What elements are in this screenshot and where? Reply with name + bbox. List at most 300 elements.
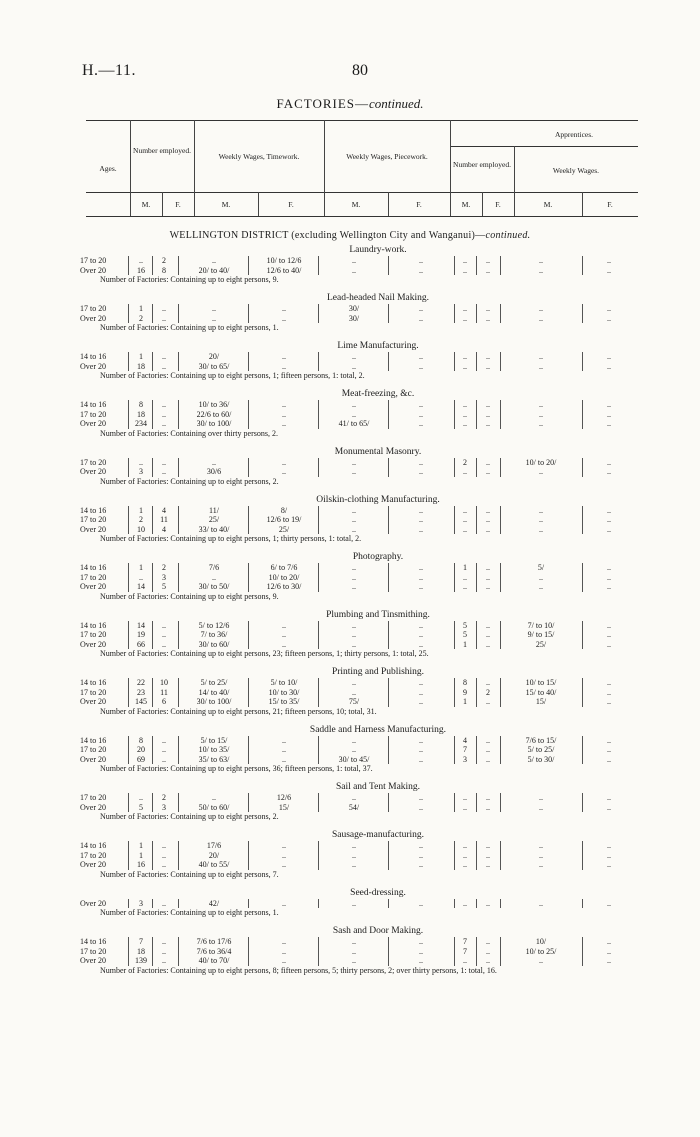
table-cell: .. <box>607 361 611 371</box>
table-cell: .. <box>419 265 423 275</box>
table-cell: 2 <box>486 687 490 697</box>
table-cell: 12/6 to 19/ <box>266 515 302 524</box>
industry-title: Monumental Masonry. <box>334 446 422 457</box>
table-cell: 2 <box>162 256 166 265</box>
table-cell: .. <box>539 409 543 419</box>
table-cell: .. <box>463 582 467 591</box>
table-cell: .. <box>486 352 490 361</box>
table-cell: 9 <box>463 687 467 697</box>
factory-count-note: Number of Factories: Containing up to eight persons, 36; fifteen persons, 1: total, 37. <box>100 764 373 773</box>
table-cell: .. <box>607 467 611 476</box>
factory-count-note: Number of Factories: Containing up to eight persons, 9. <box>100 591 279 601</box>
factory-count-note: Number of Factories: Containing up to eight persons, 1. <box>100 323 279 332</box>
table-cell: 1 <box>463 697 467 706</box>
table-cell: .. <box>486 265 490 275</box>
table-row <box>78 563 638 573</box>
table-cell: 8 <box>162 265 166 275</box>
industry-title: Sausage-manufacturing. <box>331 830 425 840</box>
industry-title: Laundry-work. <box>349 245 407 255</box>
table-cell: 5/ to 25/ <box>527 745 555 754</box>
table-cell: 7/6 <box>208 563 220 572</box>
table-cell: 17 to 20 <box>80 409 107 419</box>
table-cell: 3 <box>139 467 143 476</box>
table-cell: .. <box>539 524 543 534</box>
table-row <box>78 582 638 592</box>
district-heading: WELLINGTON DISTRICT (excluding Wellington City and Wanganui)—continued. <box>169 230 531 241</box>
table-cell: 14 to 16 <box>80 352 107 361</box>
table-cell: .. <box>463 515 467 524</box>
table-cell: 22/6 to 60/ <box>196 409 232 419</box>
table-cell: 10 <box>137 524 145 534</box>
table-cell: .. <box>607 515 611 524</box>
page-number: 80 <box>352 62 368 79</box>
table-cell: .. <box>539 841 543 850</box>
table-cell: 17 to 20 <box>80 745 107 754</box>
table-cell: .. <box>486 409 490 419</box>
page-code: H.—11. <box>82 62 136 79</box>
column-headers: Ages. Number employed. Weekly Wages, Timework. Weekly Wages, Piecework. Apprentices. Number employed. Weekly Wages. M. F. M. F. M. F. M. F. M. F. <box>86 120 638 220</box>
table-cell: 4 <box>463 735 467 745</box>
table-cell: .. <box>282 639 286 649</box>
industry-title: Printing and Publishing. <box>331 667 425 677</box>
table-cell: .. <box>607 687 611 697</box>
table-cell: 2 <box>139 313 143 323</box>
table-cell: 11 <box>160 687 168 697</box>
table-row <box>78 860 638 870</box>
table-cell: .. <box>539 793 543 802</box>
table-cell: .. <box>282 630 286 639</box>
table-cell: .. <box>463 467 467 476</box>
table-cell: .. <box>352 352 356 361</box>
table-cell: .. <box>419 352 423 361</box>
table-cell: .. <box>486 419 490 428</box>
table-cell: .. <box>607 937 611 946</box>
table-cell: 3 <box>162 802 166 812</box>
table-cell: 41/ to 65/ <box>338 419 370 428</box>
table-cell: .. <box>463 841 467 850</box>
table-cell: .. <box>486 515 490 524</box>
table-cell: 2 <box>162 793 166 802</box>
table-cell: .. <box>282 745 286 754</box>
table-cell: .. <box>162 304 166 313</box>
table-cell: 3 <box>162 572 166 582</box>
table-cell: .. <box>607 850 611 860</box>
table-cell: 3 <box>139 898 143 908</box>
table-cell: 7/6 to 15/ <box>525 735 557 745</box>
table-cell: .. <box>352 860 356 869</box>
industry-block <box>78 494 638 545</box>
table-cell: .. <box>419 457 423 467</box>
table-cell: .. <box>162 639 166 649</box>
table-cell: 23 <box>137 687 145 697</box>
table-cell: .. <box>607 946 611 956</box>
table-cell: 18 <box>137 361 145 371</box>
table-cell: .. <box>162 850 166 860</box>
table-cell: 14 to 16 <box>80 678 107 687</box>
industry-block <box>78 292 638 333</box>
table-cell: .. <box>352 735 356 745</box>
table-cell: .. <box>282 457 286 467</box>
table-cell: 5 <box>139 802 143 812</box>
table-cell: .. <box>419 937 423 946</box>
table-cell: 7 <box>463 745 467 754</box>
table-cell: .. <box>607 697 611 706</box>
table-cell: .. <box>607 505 611 515</box>
table-cell: Over 20 <box>80 898 106 908</box>
table-cell: 10/ to 20/ <box>525 457 557 467</box>
table-cell: Over 20 <box>80 467 106 476</box>
table-cell: 10/ to 20/ <box>268 572 300 582</box>
table-cell: 10/ to 12/6 <box>266 256 302 265</box>
table-row <box>78 851 638 861</box>
table-cell: 40/ to 70/ <box>198 956 230 965</box>
table-cell: .. <box>212 793 216 802</box>
table-cell: .. <box>162 946 166 956</box>
table-cell: .. <box>419 898 423 908</box>
table-cell: .. <box>463 524 467 534</box>
table-row <box>78 678 638 688</box>
table-cell: .. <box>282 352 286 361</box>
table-cell: .. <box>539 400 543 409</box>
table-cell: 7 <box>463 937 467 946</box>
table-row <box>78 515 638 525</box>
table-cell: .. <box>539 802 543 812</box>
industry-title: Lime Manufacturing. <box>337 341 419 351</box>
table-cell: .. <box>486 937 490 946</box>
industry-block <box>78 925 638 976</box>
table-cell: 5/ <box>537 563 545 572</box>
table-cell: .. <box>162 467 166 476</box>
factory-count-note: Number of Factories: Containing up to eight persons, 21; fifteen persons, 10; total, 31. <box>100 706 377 716</box>
table-cell: 7 <box>463 946 467 956</box>
table-row <box>78 410 638 420</box>
table-cell: .. <box>419 505 423 515</box>
table-cell: .. <box>463 956 467 965</box>
industry-blocks <box>78 244 638 983</box>
table-cell: 7/ to 10/ <box>527 620 555 630</box>
table-cell: .. <box>419 256 423 265</box>
table-cell: .. <box>282 400 286 409</box>
table-cell: .. <box>212 304 216 313</box>
table-cell: .. <box>607 313 611 323</box>
table-cell: 11 <box>160 515 168 524</box>
table-cell: .. <box>463 400 467 409</box>
table-cell: 15/ to 35/ <box>268 697 300 706</box>
table-cell: .. <box>352 505 356 515</box>
table-cell: .. <box>463 256 467 265</box>
table-cell: .. <box>162 400 166 409</box>
table-cell: .. <box>539 860 543 869</box>
table-cell: 2 <box>162 563 166 572</box>
table-row <box>78 803 638 813</box>
table-row <box>78 256 638 266</box>
table-cell: .. <box>486 400 490 409</box>
col-app-weekly: Weekly Wages. <box>552 166 600 175</box>
table-cell: 1 <box>139 841 143 850</box>
section-title: FACTORIES—continued. <box>276 96 424 111</box>
table-cell: 9/ to 15/ <box>527 630 555 639</box>
table-cell: .. <box>352 841 356 850</box>
table-cell: .. <box>486 582 490 591</box>
table-cell: .. <box>486 802 490 812</box>
industry-title: Plumbing and Tinsmithing. <box>326 609 430 620</box>
table-cell: .. <box>162 630 166 639</box>
table-cell: .. <box>539 898 543 908</box>
industry-block <box>78 724 638 775</box>
table-cell: .. <box>486 304 490 313</box>
factory-count-note: Number of Factories: Containing up to eight persons, 7. <box>100 869 279 879</box>
table-cell: .. <box>539 467 543 476</box>
table-cell: .. <box>607 457 611 467</box>
table-cell: .. <box>486 361 490 371</box>
table-cell: .. <box>607 582 611 591</box>
table-cell: .. <box>486 563 490 572</box>
table-cell: 7/6 to 36/4 <box>196 946 232 956</box>
table-row <box>78 304 638 314</box>
table-cell: .. <box>419 735 423 745</box>
industry-title: Meat-freezing, &c. <box>341 389 415 399</box>
table-cell: .. <box>162 898 166 908</box>
table-cell: .. <box>463 313 467 323</box>
table-cell: .. <box>486 572 490 582</box>
table-cell: .. <box>486 678 490 687</box>
table-cell: .. <box>282 956 286 965</box>
table-cell: .. <box>352 630 356 639</box>
table-cell: 14 <box>137 620 145 630</box>
table-cell: .. <box>419 630 423 639</box>
table-cell: Over 20 <box>80 697 106 706</box>
table-cell: .. <box>282 735 286 745</box>
industry-block <box>78 388 638 439</box>
table-cell: .. <box>607 860 611 869</box>
col-weekly-timework: Weekly Wages, Timework. <box>218 152 300 161</box>
table-row <box>78 640 638 650</box>
col-weekly-piecework: Weekly Wages, Piecework. <box>346 152 428 161</box>
table-cell: 7 <box>139 937 143 946</box>
table-cell: 30/ to 100/ <box>196 697 232 706</box>
table-cell: .. <box>463 304 467 313</box>
table-cell: .. <box>352 563 356 572</box>
table-row <box>78 314 638 324</box>
industry-title: Oilskin-clothing Manufacturing. <box>316 494 440 505</box>
table-cell: .. <box>607 678 611 687</box>
table-cell: .. <box>419 802 423 812</box>
table-cell: 14 to 16 <box>80 620 107 630</box>
table-cell: 33/ to 40/ <box>198 524 230 534</box>
table-cell: 1 <box>139 563 143 572</box>
table-cell: 17 to 20 <box>80 572 107 582</box>
table-cell: Over 20 <box>80 639 106 649</box>
table-cell: .. <box>139 793 143 802</box>
table-cell: 145 <box>135 697 147 706</box>
table-cell: 17 to 20 <box>80 304 107 313</box>
table-cell: .. <box>352 946 356 956</box>
table-cell: 75/ <box>348 697 360 706</box>
table-cell: 14 to 16 <box>80 735 107 745</box>
table-row <box>78 899 638 909</box>
table-cell: 5/ to 25/ <box>200 678 228 687</box>
table-cell: .. <box>162 754 166 764</box>
table-cell: .. <box>486 313 490 323</box>
table-cell: .. <box>539 850 543 860</box>
table-cell: .. <box>282 946 286 956</box>
table-cell: .. <box>539 256 543 265</box>
table-cell: 8/ <box>280 505 288 515</box>
table-cell: .. <box>419 620 423 630</box>
table-cell: 4 <box>162 524 166 534</box>
table-cell: .. <box>419 467 423 476</box>
table-cell: .. <box>162 457 166 467</box>
table-cell: 6/ to 7/6 <box>270 563 298 572</box>
table-cell: Over 20 <box>80 361 106 371</box>
table-row <box>78 630 638 640</box>
page-header <box>0 0 700 120</box>
table-cell: 18 <box>137 409 145 419</box>
industry-block <box>78 609 638 660</box>
table-cell: .. <box>352 687 356 697</box>
table-cell: .. <box>419 946 423 956</box>
table-cell: 30/ to 100/ <box>196 419 232 428</box>
table-cell: 10/ to 35/ <box>198 745 230 754</box>
table-cell: .. <box>607 409 611 419</box>
col-number-employed: Number employed. <box>133 146 191 155</box>
industry-block <box>78 666 638 717</box>
table-cell: .. <box>352 678 356 687</box>
table-cell: 5/ to 30/ <box>527 754 555 764</box>
table-cell: .. <box>463 898 467 908</box>
table-cell: .. <box>607 639 611 649</box>
factory-count-note: Number of Factories: Containing up to eight persons, 1; fifteen persons, 1: total, 2. <box>100 371 365 380</box>
table-cell: 234 <box>135 419 147 428</box>
table-cell: 16 <box>137 265 145 275</box>
table-cell: 30/ to 50/ <box>198 582 230 591</box>
table-row <box>78 458 638 468</box>
table-cell: Over 20 <box>80 265 106 275</box>
table-cell: .. <box>352 524 356 534</box>
table-cell: 14 to 16 <box>80 400 107 409</box>
table-cell: .. <box>539 419 543 428</box>
table-row <box>78 697 638 707</box>
table-cell: .. <box>282 409 286 419</box>
table-cell: 30/ to 45/ <box>338 754 370 764</box>
table-cell: .. <box>419 515 423 524</box>
table-cell: Over 20 <box>80 956 106 965</box>
table-cell: .. <box>486 467 490 476</box>
table-cell: 1 <box>139 304 143 313</box>
table-cell: .. <box>419 745 423 754</box>
table-cell: .. <box>419 572 423 582</box>
table-cell: Over 20 <box>80 860 106 869</box>
table-cell: 5/ to 15/ <box>200 735 228 745</box>
table-cell: .. <box>463 361 467 371</box>
table-cell: .. <box>539 505 543 515</box>
table-cell: 19 <box>137 630 145 639</box>
table-cell: .. <box>607 352 611 361</box>
table-cell: .. <box>352 265 356 275</box>
table-cell: .. <box>463 505 467 515</box>
table-cell: .. <box>419 754 423 764</box>
factory-count-note: Number of Factories: Containing up to eight persons, 1. <box>100 908 279 917</box>
table-cell: 7/ to 36/ <box>200 630 228 639</box>
table-cell: .. <box>212 313 216 323</box>
table-cell: .. <box>162 860 166 869</box>
table-cell: .. <box>486 754 490 764</box>
table-cell: .. <box>607 524 611 534</box>
industry-block <box>78 551 638 602</box>
table-cell: 35/ to 63/ <box>198 754 230 764</box>
table-cell: 54/ <box>348 802 360 812</box>
table-cell: .. <box>463 793 467 802</box>
table-cell: .. <box>162 937 166 946</box>
factory-count-note: Number of Factories: Containing up to eight persons, 1; thirty persons, 1: total, 2. <box>100 534 362 543</box>
table-cell: Over 20 <box>80 524 106 534</box>
table-cell: 1 <box>463 563 467 572</box>
factory-count-note: Number of Factories: Containing up to eight persons, 23; fifteen persons, 1; thirty persons, 1: total, 25. <box>100 649 429 658</box>
table-cell: 20/ to 40/ <box>198 265 230 275</box>
industry-block <box>78 781 638 822</box>
table-row <box>78 362 638 372</box>
table-cell: .. <box>539 572 543 582</box>
industry-title: Seed-dressing. <box>350 887 406 898</box>
table-cell: 4 <box>162 505 166 515</box>
factory-count-note: Number of Factories: Containing up to eight persons, 2. <box>100 476 279 486</box>
table-cell: 17 to 20 <box>80 793 107 802</box>
table-cell: .. <box>419 639 423 649</box>
table-cell: .. <box>162 620 166 630</box>
table-cell: .. <box>486 256 490 265</box>
table-cell: .. <box>539 361 543 371</box>
col-app-number: Number employed. <box>453 160 511 169</box>
industry-title: Sash and Door Making. <box>332 926 424 936</box>
table-cell: Over 20 <box>80 313 106 323</box>
table-cell: .. <box>282 860 286 869</box>
table-cell: 14 <box>137 582 145 591</box>
table-cell: .. <box>486 457 490 467</box>
table-cell: 69 <box>137 754 145 764</box>
table-cell: 139 <box>135 956 147 965</box>
table-cell: .. <box>419 582 423 591</box>
table-cell: .. <box>463 265 467 275</box>
industry-title: Sail and Tent Making. <box>335 782 421 792</box>
factory-count-note: Number of Factories: Containing up to eight persons, 8; fifteen persons, 5; thirty persons, 2; over thirty persons, 1: total, 16. <box>100 965 497 975</box>
table-cell: Over 20 <box>80 582 106 591</box>
table-cell: .. <box>607 735 611 745</box>
table-cell: .. <box>607 620 611 630</box>
table-cell: .. <box>419 850 423 860</box>
table-cell: 40/ to 55/ <box>198 860 230 869</box>
industry-title: Lead-headed Nail Making. <box>326 293 430 303</box>
table-row <box>78 352 638 362</box>
table-cell: .. <box>352 745 356 754</box>
table-cell: 5 <box>162 582 166 591</box>
table-cell: .. <box>539 956 543 965</box>
table-cell: .. <box>419 697 423 706</box>
table-cell: .. <box>282 937 286 946</box>
table-cell: .. <box>419 956 423 965</box>
table-cell: .. <box>352 639 356 649</box>
table-cell: .. <box>607 630 611 639</box>
col-apprentices: Apprentices. <box>554 130 594 139</box>
table-cell: .. <box>352 793 356 802</box>
table-cell: .. <box>486 735 490 745</box>
table-cell: .. <box>539 313 543 323</box>
table-cell: .. <box>282 754 286 764</box>
table-cell: .. <box>419 313 423 323</box>
table-cell: .. <box>486 630 490 639</box>
table-cell: .. <box>282 620 286 630</box>
factory-count-note: Number of Factories: Containing over thirty persons, 2. <box>100 428 278 438</box>
table-row <box>78 956 638 966</box>
